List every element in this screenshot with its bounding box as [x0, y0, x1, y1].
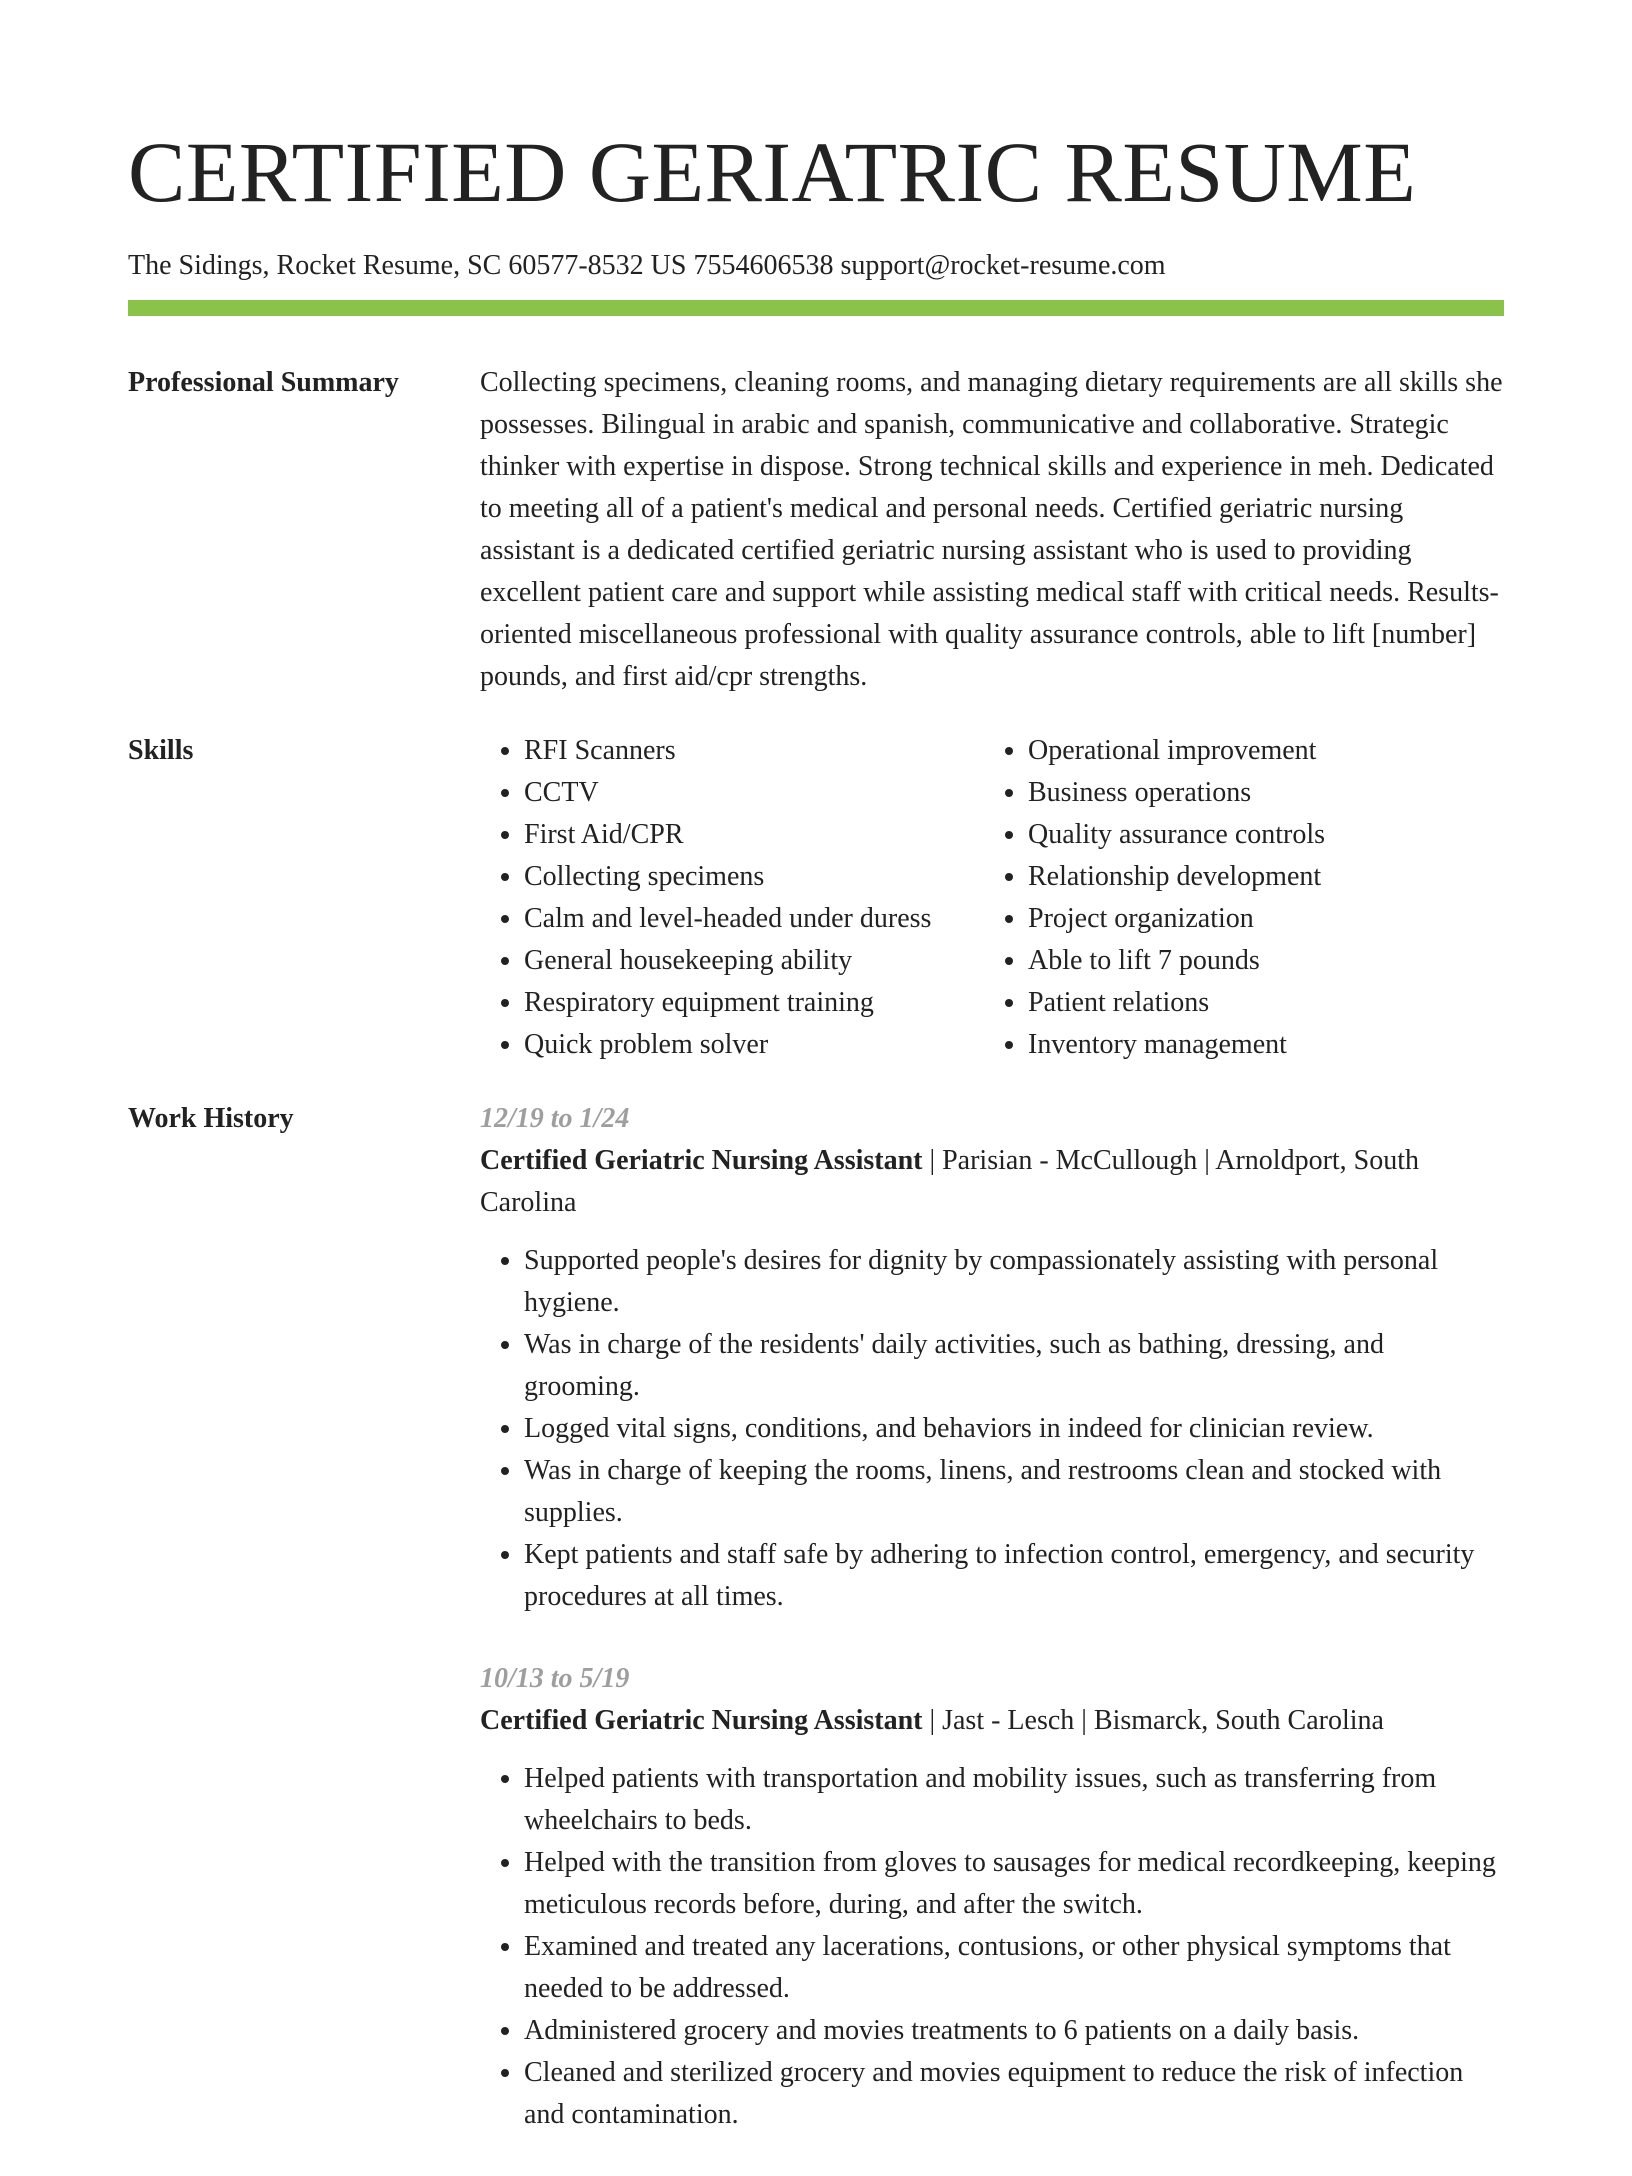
- work-history-section: [128, 1098, 1504, 2176]
- summary-section: [128, 362, 1504, 698]
- skill-item: • Respiratory equipment training: [524, 982, 984, 1024]
- skill-item: • General housekeeping ability: [524, 940, 984, 982]
- job-heading: [480, 1700, 1504, 1742]
- summary-label: Professional Summary: [128, 367, 399, 398]
- skill-item: • Inventory management: [1028, 1024, 1488, 1066]
- job-employer-location: | Jast - Lesch | Bismarck, South Carolina: [922, 1705, 1384, 1736]
- skill-item: • Patient relations: [1028, 982, 1488, 1024]
- job-dates: 12/19 to 1/24: [480, 1103, 630, 1134]
- job-bullet: • Cleaned and sterilized grocery and movies equipment to reduce the risk of infection and contamination.: [524, 2052, 1504, 2136]
- job-bullet: • Administered grocery and movies treatments to 6 patients on a daily basis.: [524, 2010, 1504, 2052]
- skill-item: • Quick problem solver: [524, 1024, 984, 1066]
- job-bullet: • Was in charge of the residents' daily activities, such as bathing, dressing, and grooming.: [524, 1324, 1504, 1408]
- summary-text: Collecting specimens, cleaning rooms, and managing dietary requirements are all skills she possesses. Bilingual in arabic and spanish, communicative and collaborative. Strategic thinker with expertise in dispose. Strong technical skills and experience in meh. Dedicated to meeting all of a patient's medical and personal needs. Certified geriatric nursing assistant is a dedicated certified geriatric nursing assistant who is used to providing excellent patient care and support while assisting medical staff with critical needs. Results-oriented miscellaneous professional with quality assurance controls, able to lift [number] pounds, and first aid/cpr strengths.: [480, 367, 1503, 692]
- skill-item: • Operational improvement: [1028, 730, 1488, 772]
- contact-line: The Sidings, Rocket Resume, SC 60577-8532 US 7554606538 support@rocket-resume.com: [128, 250, 1166, 281]
- job-bullet: • Was in charge of keeping the rooms, linens, and restrooms clean and stocked with supplies.: [524, 1450, 1504, 1534]
- skill-item: • RFI Scanners: [524, 730, 984, 772]
- skills-list-left: [480, 730, 984, 1066]
- header-divider: [128, 300, 1504, 316]
- skill-item: • Collecting specimens: [524, 856, 984, 898]
- job-title: Certified Geriatric Nursing Assistant: [480, 1145, 923, 1176]
- skill-item: • Business operations: [1028, 772, 1488, 814]
- job-entry: [480, 1098, 1504, 1618]
- job-title: Certified Geriatric Nursing Assistant: [480, 1705, 923, 1736]
- job-entry: [480, 1658, 1504, 2136]
- job-bullet: • Helped with the transition from gloves to sausages for medical recordkeeping, keeping meticulous records before, during, and after the switch.: [524, 1842, 1504, 1926]
- resume-page: [128, 0, 1504, 2176]
- skills-label: Skills: [128, 735, 194, 766]
- job-bullet: • Supported people's desires for dignity by compassionately assisting with personal hygiene.: [524, 1240, 1504, 1324]
- work-history-label: Work History: [128, 1103, 294, 1134]
- job-bullets: [480, 1758, 1504, 2136]
- job-bullet: • Logged vital signs, conditions, and behaviors in indeed for clinician review.: [524, 1408, 1504, 1450]
- job-dates: 10/13 to 5/19: [480, 1663, 630, 1694]
- skill-item: • Relationship development: [1028, 856, 1488, 898]
- skill-item: • Project organization: [1028, 898, 1488, 940]
- job-employer-location: | Parisian - McCullough | Arnoldport, South Carolina: [480, 1145, 1420, 1218]
- job-bullet: • Examined and treated any lacerations, contusions, or other physical symptoms that needed to be addressed.: [524, 1926, 1504, 2010]
- skills-list-right: [984, 730, 1488, 1066]
- job-bullets: [480, 1240, 1504, 1618]
- job-bullet: • Kept patients and staff safe by adhering to infection control, emergency, and security procedures at all times.: [524, 1534, 1504, 1618]
- resume-title: CERTIFIED GERIATRIC RESUME: [128, 124, 1417, 220]
- skills-section: [128, 730, 1504, 1066]
- job-heading: [480, 1140, 1504, 1224]
- job-bullet: • Helped patients with transportation and mobility issues, such as transferring from wheelchairs to beds.: [524, 1758, 1504, 1842]
- skill-item: • CCTV: [524, 772, 984, 814]
- skill-item: • Quality assurance controls: [1028, 814, 1488, 856]
- skill-item: • Able to lift 7 pounds: [1028, 940, 1488, 982]
- skill-item: • Calm and level-headed under duress: [524, 898, 984, 940]
- skill-item: • First Aid/CPR: [524, 814, 984, 856]
